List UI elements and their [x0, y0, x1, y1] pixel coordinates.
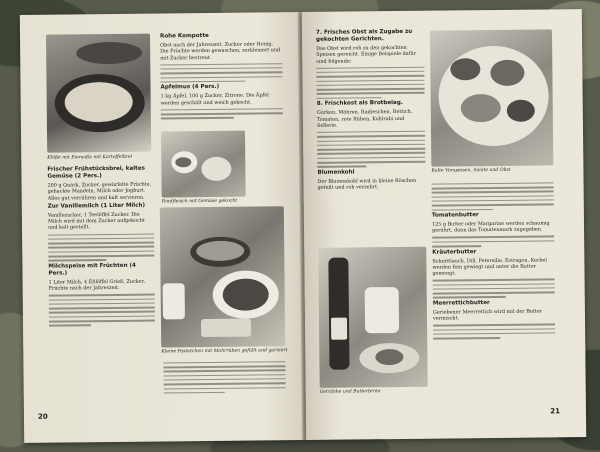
paragraph: Das Obst wird roh zu den gekochten Speisen gereicht. Einige Beispiele dafür sind folgende:	[316, 44, 417, 65]
paragraph: Obst nach der Jahreszeit, Zucker oder Honig. Die Früchte werden gewaschen, zerkleinert und mit Zucker bestreut.	[160, 41, 281, 62]
section-heading: Zur Vanillemilch (1 Liter Milch)	[47, 202, 146, 210]
section-heading: Tomatenbutter	[431, 212, 479, 219]
caption-top: Kalte Vorspeisen, Salate und Obst	[431, 167, 511, 174]
section-heading: 7. Frisches Obst als Zugabe zu gekochten Gerichten.	[315, 28, 413, 43]
right-page	[302, 9, 586, 440]
paragraph: Geriebener Meerrettich wird mit der Butter vermischt.	[432, 308, 543, 322]
paragraph: Der Blumenkohl wird in kleine Röschen geteilt und roh verzehrt.	[317, 177, 417, 191]
section-heading: Meerrettichbutter	[432, 299, 490, 307]
caption-top: Klöße mit Eiersoße mit Kartoffelbrei	[47, 154, 133, 161]
photo-cooking-pan	[160, 206, 285, 347]
right-text-column-1	[316, 27, 426, 194]
section-heading: Kräuterbutter	[432, 248, 477, 256]
paragraph: Schnittlauch, Dill, Petersilie, Estragon, Kerbel werden fein gewiegt und unter die Butter gemengt.	[432, 257, 547, 277]
page-number: 21	[550, 407, 560, 416]
caption-mid: Rindfleisch mit Gemüse gekocht	[161, 198, 238, 205]
section-heading: 8. Frischkost als Brotbelag.	[316, 100, 403, 108]
caption-bottom: Getränke und Butterbrote	[319, 389, 381, 395]
section-heading: Rohe Kompotte	[159, 32, 209, 40]
right-text-column-2	[432, 179, 556, 339]
photo-oval-dish	[46, 34, 151, 153]
caption-bottom: Kleine Pastetchen mit Mohrrüben gefüllt und garniert	[161, 348, 288, 355]
paragraph: Gurken, Möhren, Radieschen, Rettich, Tomaten, rote Rüben, Kohlrabi und Sellerie.	[316, 109, 413, 129]
section-heading: Milchspeise mit Früchten (4 Pers.)	[48, 262, 136, 277]
photo-cups	[161, 131, 246, 198]
section-heading: Blumenkohl	[317, 169, 355, 176]
photo-bottle	[318, 247, 427, 388]
left-text-column-1	[47, 164, 155, 327]
left-text-column-2	[160, 30, 283, 119]
paragraph: 200 g Quark, Zucker, gewürfelte Früchte, gehackte Mandeln, Milch oder Joghurt. Alles gut verrühren und kalt servieren.	[47, 181, 152, 202]
page-number: 20	[37, 412, 48, 421]
open-booklet	[20, 9, 586, 443]
section-heading: Apfelmus (4 Pers.)	[160, 84, 220, 91]
left-page	[20, 12, 304, 443]
paragraph: 125 g Butter oder Margarine werden schaumig gerührt, dann das Tomatenmark zugegeben.	[431, 220, 550, 235]
paragraph: 1 kg Äpfel, 100 g Zucker, Zitrone. Die Äpfel werden geschält und weich gekocht.	[160, 92, 269, 107]
paragraph: 1 Liter Milch, 4 Eßlöffel Grieß, Zucker, Früchte nach der Jahreszeit.	[48, 278, 146, 292]
paragraph: Vanillezucker, 1 Teelöffel Zucker. Die Milch wird mit dem Zucker aufgekocht und kalt gestellt.	[47, 211, 145, 232]
left-text-bottom	[163, 358, 285, 394]
section-heading: Frischer Frühstücksbrei, kaltes Gemüse (2 Pers.)	[47, 165, 145, 180]
photo-platter	[430, 29, 553, 166]
